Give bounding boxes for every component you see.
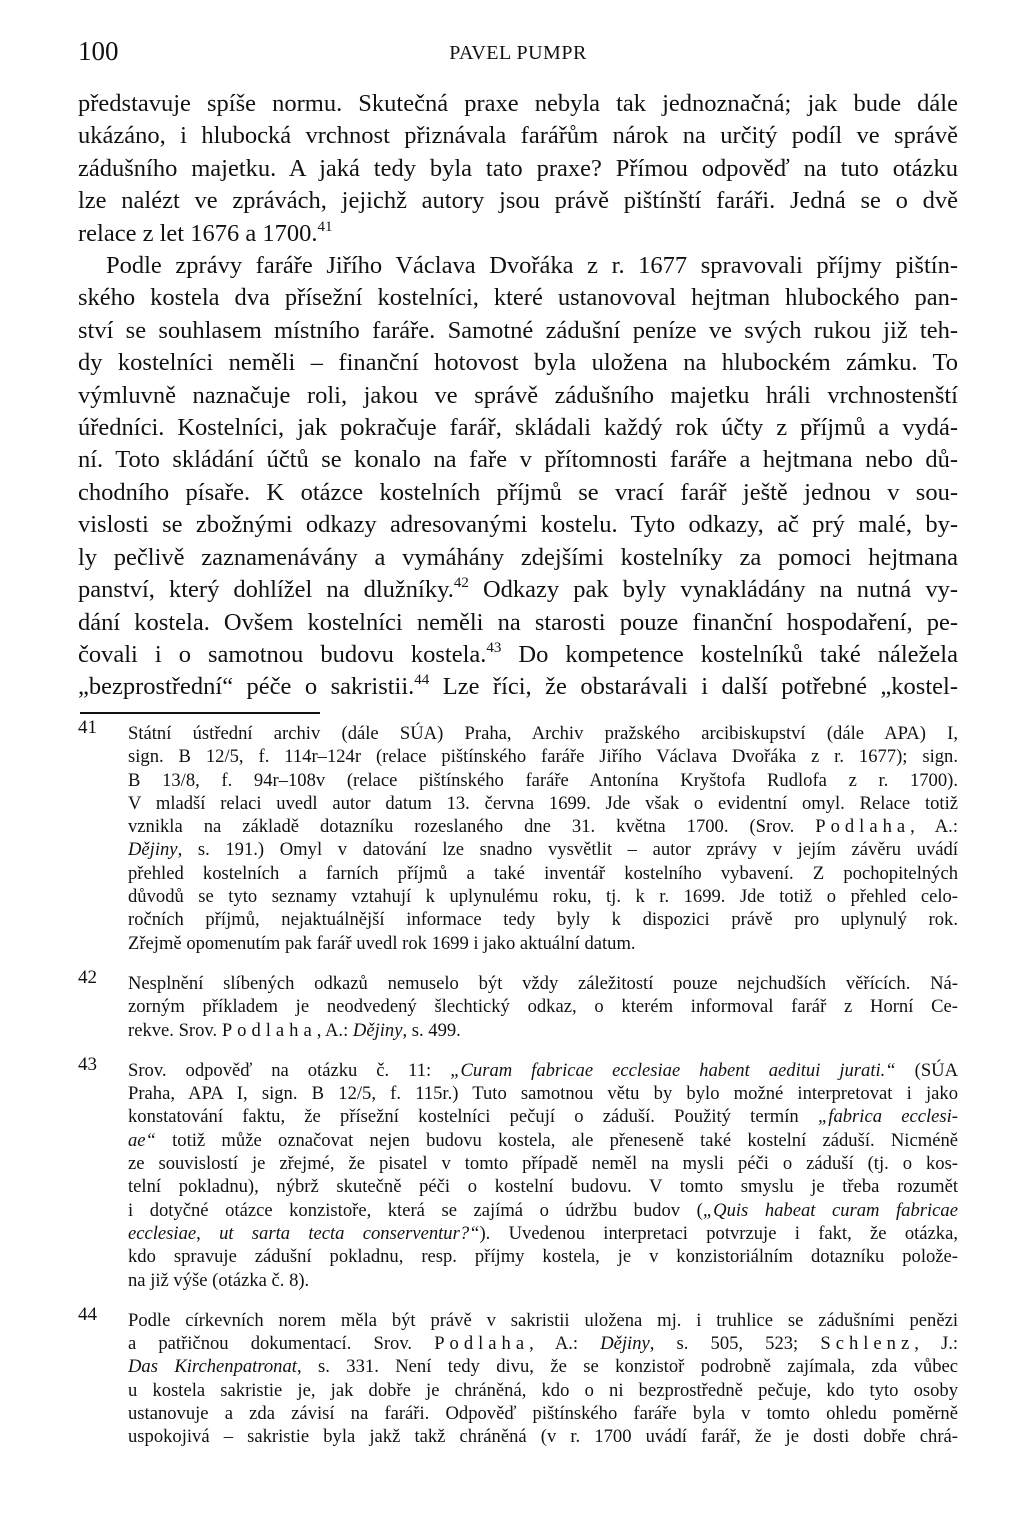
text-segment: Do kompetence kostelníků také náležela [501,640,958,668]
text-segment: panství, který dohlížel na dlužníky. [78,576,454,604]
text-segment: „bezprostřední“ péče o sakristii. [78,673,415,701]
cited-title: Dějiny [352,1019,403,1041]
footnote-line: V mladší relaci uvedl autor datum 13. června 1699. Jde však o evidentní omyl. Relace totiž [128,792,958,814]
latin-quote: „fabrica ecclesi- [817,1106,958,1128]
footnote-line: důvodů se tyto seznamy vztahují k uplynulému roku, tj. k r. 1699. Jde totiž o přehled celo- [128,886,958,908]
text-segment: totiž může označovat nejen budovu kostela, ale přeneseně také kostelní záduší. Nicméně [155,1129,958,1151]
footnote-line [128,1355,958,1378]
footnote-line [128,1222,958,1245]
footnote-number: 43 [78,1053,97,1075]
cited-author: Podlaha [815,816,911,838]
text-segment: , s. 505, 523; [649,1333,799,1355]
text-line: výmluvně naznačuje roli, jakou ve správě zádušního majetku hráli vrchnostenští [78,381,958,409]
footnote-line: zorným příkladem je neodvedený šlechtický odkaz, o kterém informoval farář z Horní Ce- [128,996,958,1018]
footnote-ref-43[interactable]: 43 [486,639,502,656]
cited-title: Dějiny [600,1333,650,1355]
text-line-last [78,218,958,250]
text-segment: , s. 331. Není tedy divu, že se konzistoř podrobně zajímala, zda vůbec [296,1356,958,1378]
text-segment: , J.: [914,1333,958,1355]
main-text [78,88,958,704]
text-segment: , s. 499. [402,1019,461,1041]
footnote-line: u kostela sakristie je, jak dobře je chráněná, kdo o ni bezprostředně pečuje, kdo tyto osoby [128,1379,958,1401]
text-line: dy kostelníci neměli – finanční hotovost byla uložena na hlubockém zámku. To [78,349,958,377]
latin-quote: „Quis habeat curam fabricae [702,1199,958,1221]
footnote-line: Praha, APA I, sign. B 12/5, f. 115r.) Tuto samotnou větu by bylo možné interpretovat i jako [128,1083,958,1105]
latin-quote: ae“ [128,1129,156,1151]
footnote-separator [80,712,320,715]
footnote-number: 44 [78,1303,97,1325]
footnote-line [128,1199,958,1222]
footnote-line [128,1059,958,1082]
footnote-ref-44[interactable]: 44 [414,672,430,689]
footnote-line: kdo spravuje zádušní pokladnu, resp. příjmy kostela, je v konzistoriálním dotazníku polože- [128,1246,958,1268]
text-line [78,671,958,703]
footnote-line: ze souvislostí je zřejmé, že pisatel v tomto případě neměl na mysli péči o záduší (tj. o kos- [128,1153,958,1175]
running-head-author: PAVEL PUMPR [449,42,587,64]
footnote-number: 41 [78,717,97,738]
page-header [78,36,958,66]
text-segment: a patřičnou dokumentací. Srov. [128,1333,413,1355]
footnote-line-last: Zřejmě opomenutím pak farář uvedl rok 1699 i jako aktuální datum. [128,932,636,954]
footnote-line: sign. B 12/5, f. 114r–124r (relace pištínského faráře Jiřího Václava Dvořáka z r. 1677); sign. [128,746,958,768]
text-segment: konstatování faktu, že přísežní kostelníci pečují o záduší. Použitý termín [128,1106,799,1128]
footnote-line: Nesplnění slíbených odkazů nemuselo být vždy záležitostí pouze nejchudších věřících. Ná- [128,972,958,994]
text-segment: čovali i o samotnou budovu kostela. [78,640,487,668]
footnote-line [128,815,958,838]
text-segment: Odkazy pak byly vynakládány na nutná vy- [468,576,958,604]
footnote-ref-42[interactable]: 42 [453,575,469,592]
text-line: ství se souhlasem místního faráře. Samotné zádušní peníze ve svých rukou již teh- [78,316,958,344]
text-line: představuje spíše normu. Skutečná praxe nebyla tak jednoznačná; jak bude dále [78,90,958,117]
footnote-line-last [128,1019,958,1042]
text-segment: ). Uvedenou interpretaci potvrzuje i fakt, že otázka, [479,1222,958,1244]
text-line: vislosti se zbožnými odkazy adresovanými kostelu. Tyto odkazy, ač prý malé, by- [78,511,958,539]
text-segment: i dotyčné otázce konzistoře, která se zajímá o údržbu budov ( [128,1199,703,1221]
paragraph-first-line: Podle zprávy faráře Jiřího Václava Dvořáka z r. 1677 spravovali příjmy pištín- [106,252,958,280]
text-segment: rekve. Srov. [128,1019,218,1041]
latin-quote: ecclesiae, ut sarta tecta conserventur?“ [128,1222,480,1244]
text-segment: (SÚA [914,1059,958,1081]
footnote-line: přehled kostelních a farních příjmů a také inventář kostelního vybavení. Z pochopitelných [128,862,958,884]
text-line: chodního písaře. K otázce kostelních příjmů se vrací farář ještě jednou v sou- [78,478,958,506]
text-line: dání kostela. Ovšem kostelníci neměli na starosti pouze finanční hospodaření, pe- [78,608,958,636]
text-segment: relace z let 1676 a 1700. [78,219,318,247]
text-segment: Lze říci, že obstarávali i další potřebné „kostel- [429,673,958,701]
footnote-line: Státní ústřední archiv (dále SÚA) Praha, Archiv pražského arcibiskupství (dále APA) I, [128,723,958,744]
footnote-44 [78,1303,958,1449]
cited-author: Schlenz [820,1333,915,1355]
footnote-43 [78,1053,958,1292]
latin-quote: „Curam fabricae ecclesiae habent aeditui jurati.“ [450,1059,896,1081]
text-line: zádušního majetku. A jaká tedy byla tato praxe? Přímou odpověď na tuto otázku [78,154,958,182]
cited-title: Das Kirchenpatronat [128,1356,297,1378]
cited-author: Podlaha [434,1333,530,1355]
text-segment: , A.: [316,1019,349,1041]
text-line: ského kostela dva přísežní kostelníci, které ustanovoval hejtman hlubockého pan- [78,284,958,312]
footnote-line [128,1332,958,1355]
footnote-line: ustanovuje a zda závisí na faráři. Odpověď pištínského faráře byla v tomto ohledu poměrně [128,1403,958,1425]
text-line [78,574,958,606]
footnote-ref-41[interactable]: 41 [317,218,333,235]
text-segment: , A.: [910,816,958,838]
text-line: ly pečlivě zaznamenávány a vymáhány zdejšími kostelníky za pomoci hejtmana [78,543,958,571]
text-segment: Srov. odpověď na otázku č. 11: [128,1059,432,1081]
text-segment: , A.: [529,1333,579,1355]
footnote-line: uspokojivá – sakristie byla jakž takž chráněná (v r. 1700 uvádí farář, že je dosti dobře chrá- [128,1426,958,1448]
text-line: úředníci. Kostelníci, jak pokračuje farář, skládali každý rok účty z příjmů a vydá- [78,414,958,442]
footnote-line-last: na již výše (otázka č. 8). [128,1269,310,1291]
page-number: 100 [78,36,119,66]
footnote-41 [78,717,958,955]
footnote-line [128,838,958,861]
footnote-line: telní pokladnu), nýbrž skutečně péči o kostelní budovu. V tomto smyslu je třeba rozumět [128,1176,958,1198]
cited-title: Dějiny [128,839,178,861]
footnote-42 [78,966,958,1042]
text-line: ní. Toto skládání účtů se konalo na faře v přítomnosti faráře a hejtmana nebo dů- [78,446,958,474]
text-line: lze nalézt ve zprávách, jejichž autory jsou právě pištínští faráři. Jedná se o dvě [78,187,958,215]
footnote-line [128,1129,958,1152]
text-line [78,639,958,671]
cited-author: Podlaha [221,1019,317,1041]
footnote-number: 42 [78,966,97,988]
text-segment: vznikla na základě dotazníku rozeslaného dne 31. května 1700. (Srov. [128,816,795,838]
footnotes [78,717,958,1466]
text-line: ukázáno, i hlubocká vrchnost přiznávala farářům nárok na určitý podíl ve správě [78,122,958,150]
footnote-line: B 13/8, f. 94r–108v (relace pištínského faráře Antonína Kryštofa Rudlofa z r. 1700). [128,769,958,791]
text-segment: , s. 191.) Omyl v datování lze snadno vysvětlit – autor zprávy v jejím závěru uvádí [177,839,958,861]
footnote-line: Podle církevních norem měla být právě v sakristii uložena mj. i truhlice se zádušními penězi [128,1309,958,1331]
footnote-line: ročních příjmů, nejaktuálnější informace tedy byly k dispozici právě pro uplynulý rok. [128,909,958,931]
footnote-line [128,1105,958,1128]
